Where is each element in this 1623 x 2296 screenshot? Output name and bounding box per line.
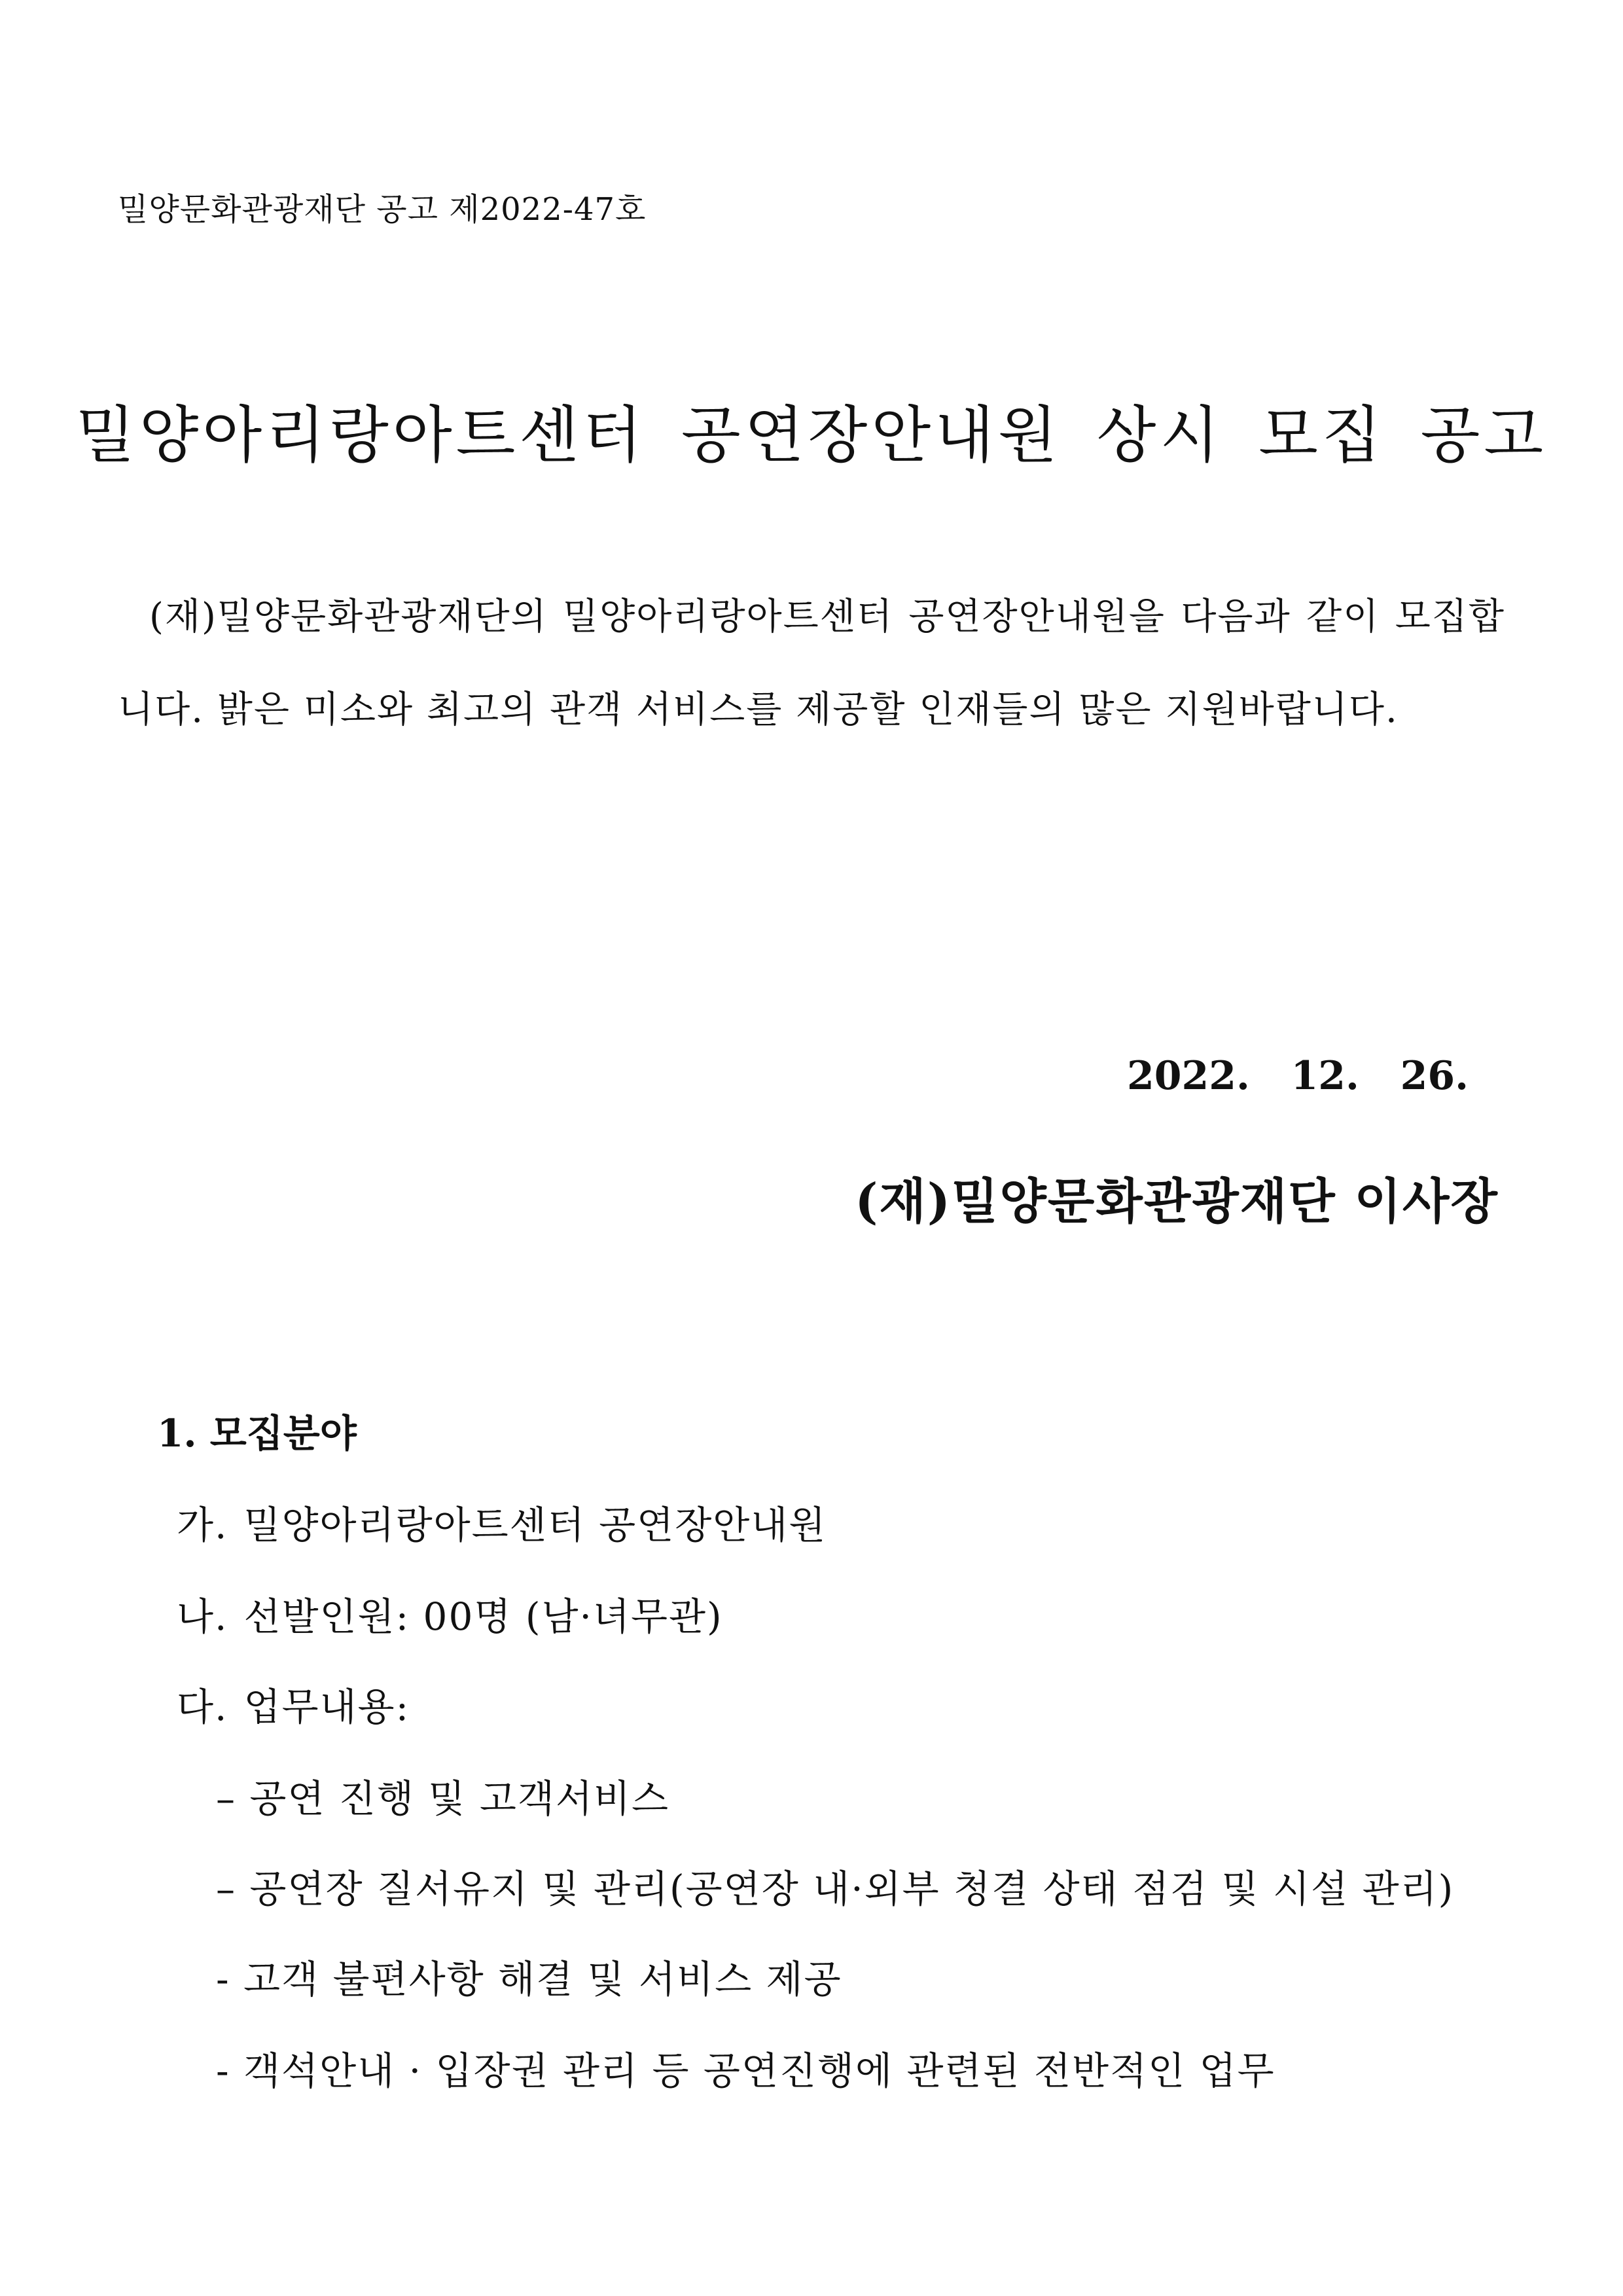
list-item-marker: 다. — [177, 1685, 228, 1729]
list-item-marker: 나. — [177, 1594, 228, 1639]
intro-paragraph: (재)밀양문화관광재단의 밀양아리랑아트센터 공연장안내원을 다음과 같이 모집합니다. 밝은 미소와 최고의 관객 서비스를 제공할 인재들의 많은 지원바랍니다. — [118, 596, 1505, 731]
list-item-headcount — [177, 1590, 723, 1643]
notice-number: 밀양문화관광재단 공고 제2022-47호 — [118, 191, 647, 228]
duty-item: – 공연장 질서유지 및 관리(공연장 내·외부 청결 상태 점검 및 시설 관리) — [216, 1867, 1455, 1911]
list-item-marker: 가. — [177, 1503, 228, 1547]
duty-item: – 공연 진행 및 고객서비스 — [216, 1776, 670, 1821]
section-heading-recruitment-field: 1. 모집분야 — [157, 1411, 357, 1456]
list-item-duties — [177, 1681, 410, 1733]
page-title: 밀양아리랑아트센터 공연장안내원 상시 모집 공고 — [75, 400, 1548, 471]
notice-date: 2022. 12. 26. — [1127, 1053, 1469, 1099]
list-item-text: 업무내용: — [243, 1685, 410, 1729]
list-item-text: 밀양아리랑아트센터 공연장안내원 — [243, 1503, 827, 1547]
issuer-signature-line: (재)밀양문화관광재단 이사장 — [855, 1174, 1499, 1230]
list-item-position — [177, 1499, 827, 1551]
duty-item: - 객석안내 · 입장권 관리 등 공연진행에 관련된 전반적인 업무 — [216, 2049, 1275, 2093]
list-item-text: 선발인원: 00명 (남·녀무관) — [243, 1594, 723, 1639]
duty-item: - 고객 불편사항 해결 및 서비스 제공 — [216, 1957, 842, 2001]
